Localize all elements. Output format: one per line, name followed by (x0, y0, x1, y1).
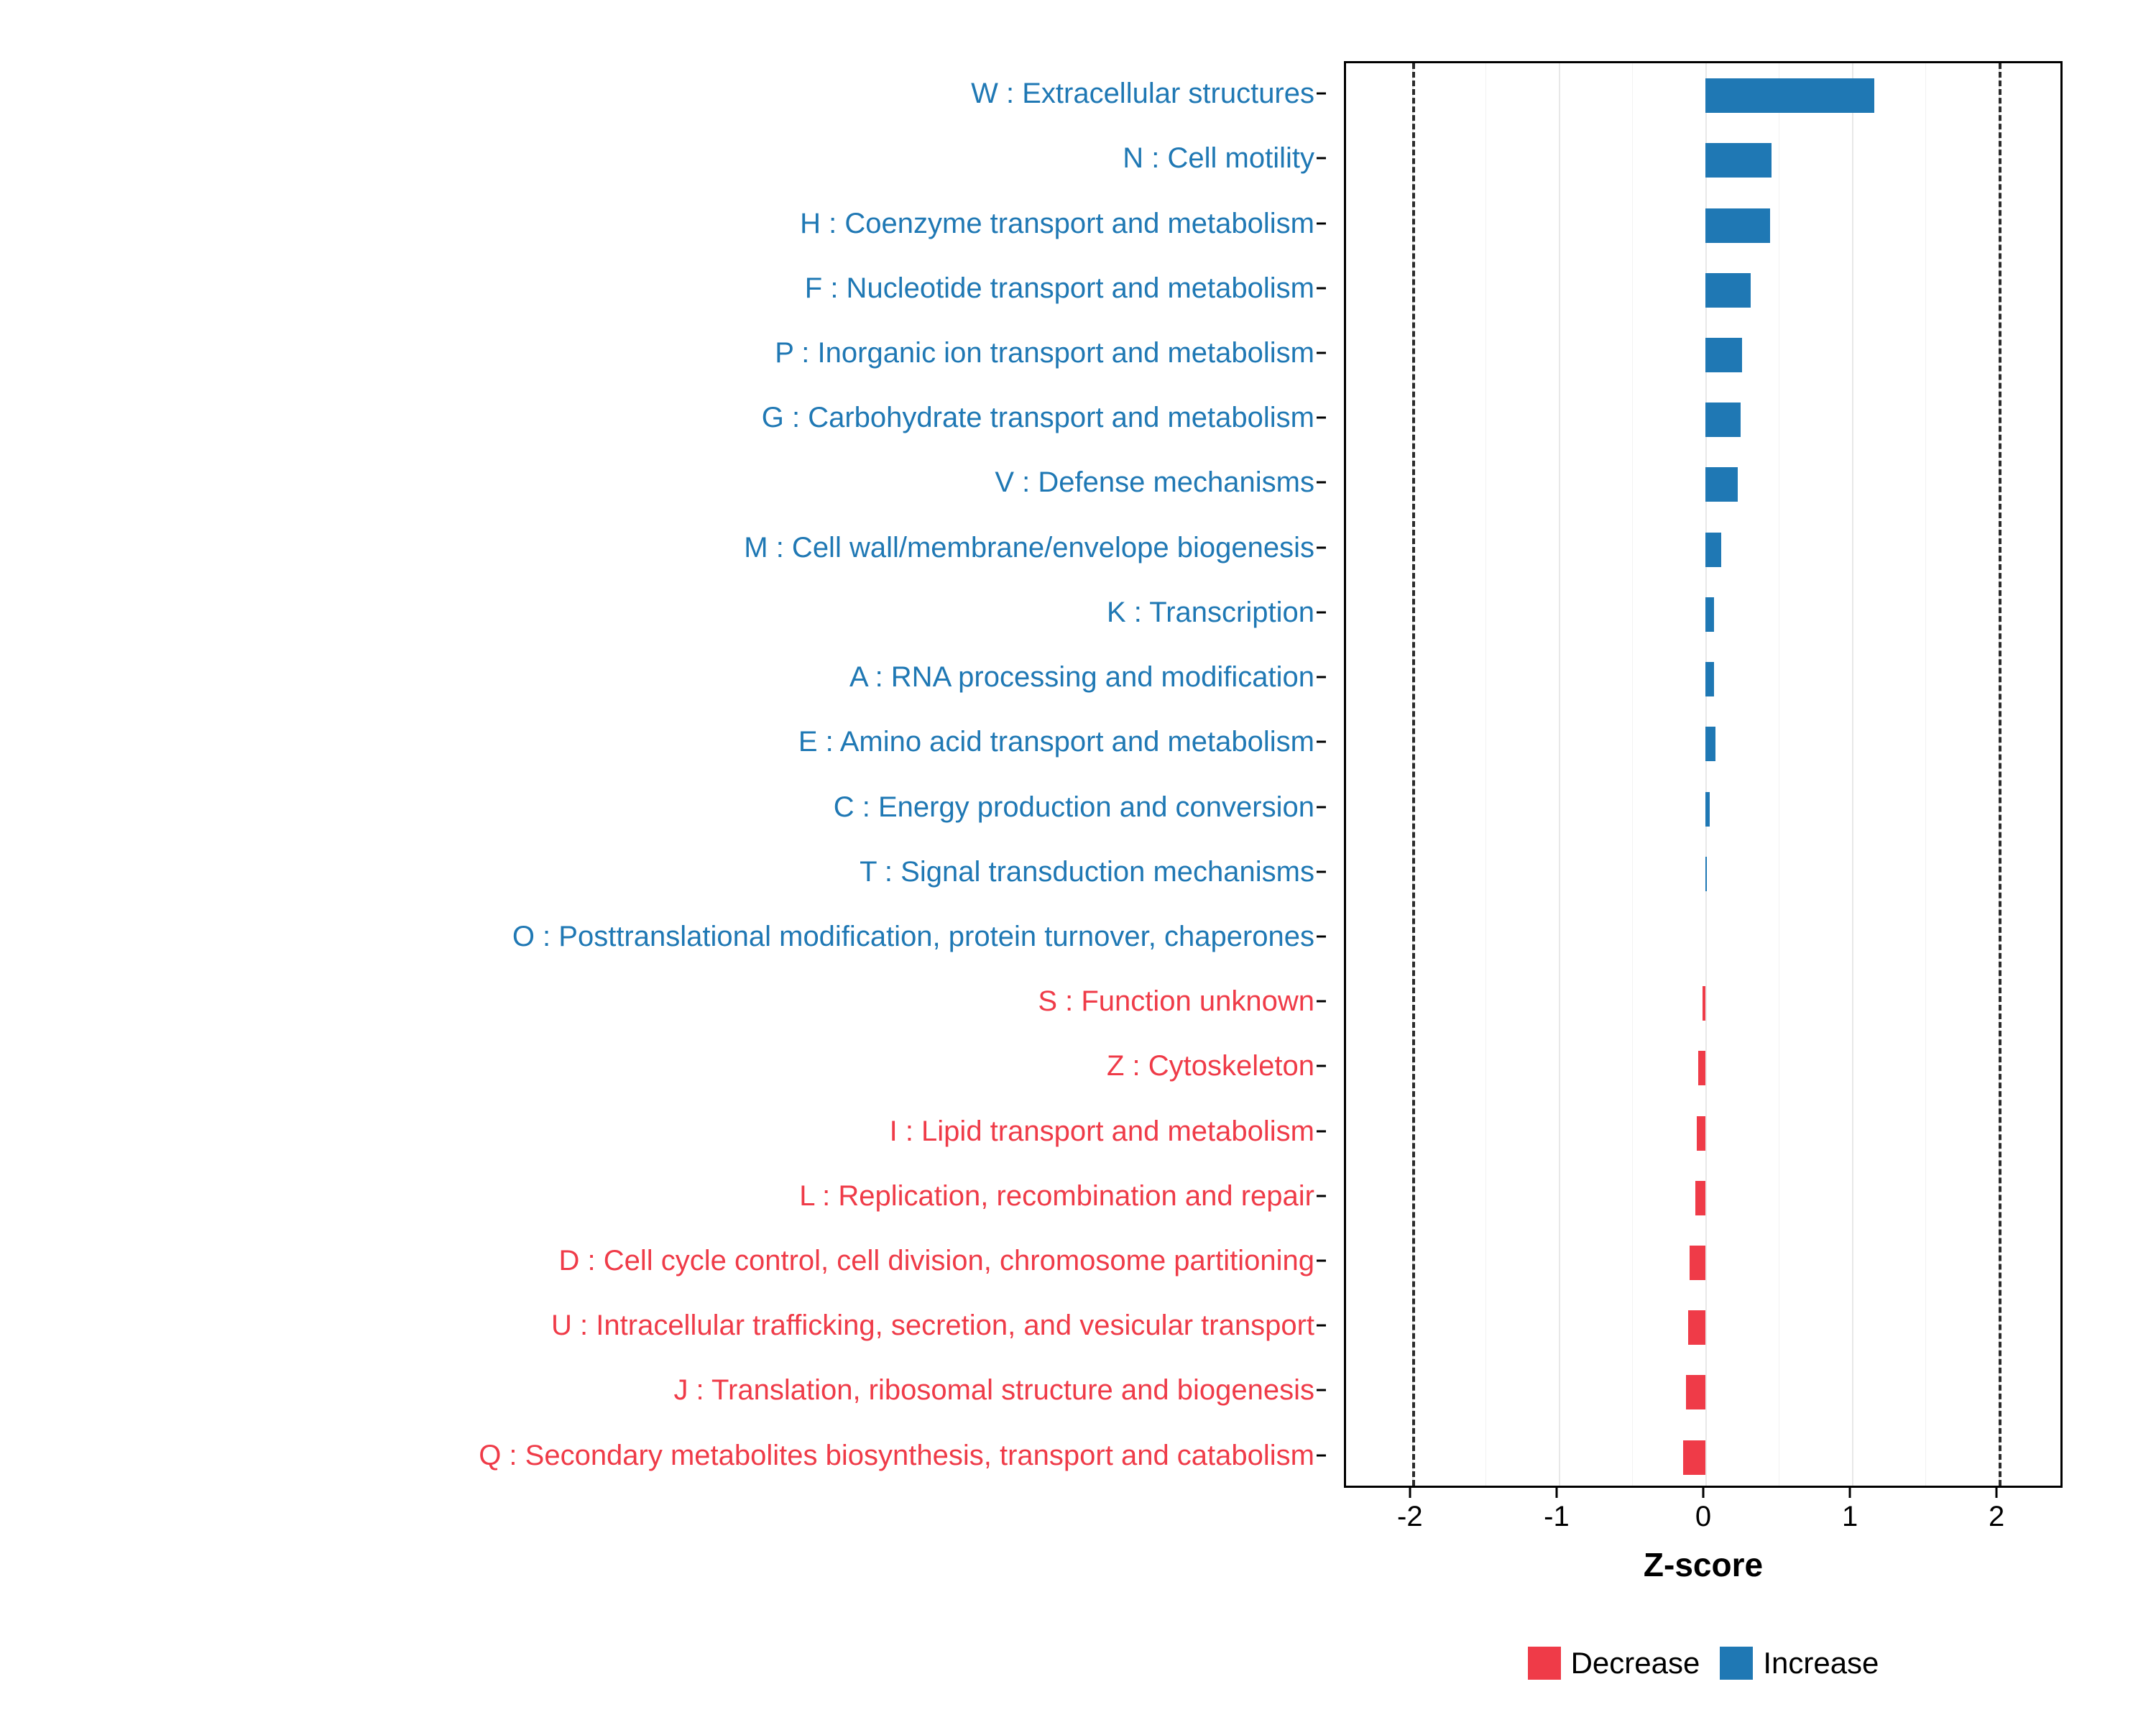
x-axis-tick (1849, 1488, 1851, 1498)
x-axis-tick (1409, 1488, 1411, 1498)
y-axis-label: L : Replication, recombination and repair (799, 1179, 1314, 1212)
bar (1705, 727, 1715, 761)
y-axis-tick (1317, 222, 1326, 224)
bar (1695, 1181, 1705, 1215)
y-axis-label-row (0, 774, 1326, 839)
x-axis-title: Z-score (1643, 1546, 1764, 1583)
bar-row (1346, 906, 2060, 971)
bar-row (1346, 971, 2060, 1036)
y-axis-label: I : Lipid transport and metabolism (889, 1115, 1314, 1147)
y-axis-label: N : Cell motility (1123, 142, 1314, 175)
y-axis-label-row (0, 1293, 1326, 1358)
bar-row (1346, 712, 2060, 776)
y-axis-tick (1317, 157, 1326, 160)
plot-area (1344, 61, 2063, 1488)
x-axis-tick-label: -1 (1544, 1501, 1570, 1532)
y-axis-label-row (0, 321, 1326, 385)
y-axis-tick (1317, 611, 1326, 613)
bar-row (1346, 63, 2060, 128)
legend-item-decrease (1528, 1646, 1700, 1680)
bar-row (1346, 582, 2060, 647)
y-axis-tick (1317, 1260, 1326, 1262)
y-axis-tick (1317, 1325, 1326, 1327)
x-axis-tick-label: 2 (1989, 1501, 2005, 1532)
bar-row (1346, 1101, 2060, 1166)
y-axis-label: K : Transcription (1106, 596, 1314, 628)
y-axis-label: F : Nucleotide transport and metabolism (804, 272, 1314, 304)
y-axis-label: M : Cell wall/membrane/envelope biogenesis (744, 531, 1314, 564)
y-axis-label: J : Translation, ribosomal structure and biogenesis (673, 1374, 1314, 1407)
x-axis-tick-label: -2 (1397, 1501, 1423, 1532)
y-axis-label-row (0, 1034, 1326, 1098)
bar-row (1346, 128, 2060, 193)
y-axis-label: S : Function unknown (1038, 985, 1314, 1018)
y-axis-tick (1317, 482, 1326, 484)
legend-item-increase (1720, 1646, 1879, 1680)
y-axis-label-row (0, 385, 1326, 450)
y-axis-label-row (0, 1228, 1326, 1293)
y-axis-label: P : Inorganic ion transport and metabolism (775, 336, 1314, 369)
bar (1698, 1051, 1705, 1085)
y-axis-label-row (0, 904, 1326, 969)
y-axis-label: A : RNA processing and modification (849, 661, 1314, 694)
bar (1686, 1375, 1705, 1409)
x-axis-tick (1555, 1488, 1557, 1498)
bar-row (1346, 193, 2060, 257)
y-axis-label: H : Coenzyme transport and metabolism (800, 207, 1314, 239)
bar (1705, 143, 1772, 178)
y-axis-tick (1317, 417, 1326, 419)
x-axis-tick-label: 1 (1841, 1501, 1858, 1532)
y-axis-label-row (0, 840, 1326, 904)
y-axis-label: O : Posttranslational modification, protein turnover, chaperones (512, 920, 1314, 952)
y-axis-tick (1317, 935, 1326, 937)
bar (1705, 78, 1874, 113)
bar (1705, 467, 1738, 502)
bar-row (1346, 1360, 2060, 1425)
y-axis-label-row (0, 126, 1326, 190)
y-axis-tick (1317, 1195, 1326, 1197)
y-axis-tick (1317, 1130, 1326, 1132)
bar (1683, 1440, 1705, 1475)
y-axis-label: U : Intracellular trafficking, secretion, and vesicular transport (551, 1310, 1314, 1342)
y-axis-label: W : Extracellular structures (971, 78, 1314, 110)
y-axis-tick (1317, 287, 1326, 289)
y-axis-tick (1317, 546, 1326, 548)
bar (1705, 402, 1741, 437)
legend-swatch-decrease (1528, 1647, 1561, 1680)
y-axis-label: C : Energy production and conversion (833, 791, 1314, 823)
y-axis-label: Q : Secondary metabolites biosynthesis, transport and catabolism (479, 1439, 1314, 1471)
bar (1688, 1310, 1705, 1345)
bar-row (1346, 323, 2060, 387)
bar (1705, 208, 1770, 243)
bar-row (1346, 387, 2060, 452)
y-axis-label: G : Carbohydrate transport and metabolism (761, 402, 1314, 434)
y-axis-label-row (0, 256, 1326, 321)
y-axis-label: V : Defense mechanisms (995, 466, 1314, 499)
bar (1705, 792, 1710, 827)
y-axis-label-row (0, 190, 1326, 255)
bar (1705, 857, 1707, 891)
bar-row (1346, 1166, 2060, 1230)
y-axis-tick (1317, 1065, 1326, 1067)
x-axis-tick (1996, 1488, 1998, 1498)
legend-label-increase: Increase (1763, 1646, 1879, 1680)
y-axis-tick (1317, 1000, 1326, 1003)
bar (1705, 338, 1742, 372)
bar-row (1346, 1425, 2060, 1490)
y-axis-tick (1317, 676, 1326, 678)
y-axis-label-row (0, 709, 1326, 774)
legend (1344, 1646, 2063, 1680)
bar-series (1346, 63, 2060, 1486)
x-axis (1344, 1488, 2063, 1538)
bar (1690, 1246, 1705, 1280)
y-axis-tick (1317, 870, 1326, 873)
y-axis-label: Z : Cytoskeleton (1106, 1050, 1314, 1082)
y-axis-category-labels (0, 61, 1326, 1488)
legend-label-decrease: Decrease (1570, 1646, 1700, 1680)
bar-row (1346, 776, 2060, 841)
y-axis-label: D : Cell cycle control, cell division, chromosome partitioning (558, 1245, 1314, 1277)
bar-row (1346, 842, 2060, 906)
y-axis-label: E : Amino acid transport and metabolism (798, 726, 1314, 758)
y-axis-tick (1317, 351, 1326, 354)
y-axis-label: T : Signal transduction mechanisms (860, 855, 1314, 888)
bar-row (1346, 647, 2060, 712)
y-axis-tick (1317, 1389, 1326, 1392)
bar-row (1346, 1295, 2060, 1360)
y-axis-label-row (0, 450, 1326, 515)
y-axis-label-row (0, 1164, 1326, 1228)
bar-row (1346, 258, 2060, 323)
y-axis-label-row (0, 515, 1326, 580)
y-axis-label-row (0, 645, 1326, 709)
bar (1703, 986, 1705, 1021)
y-axis-label-row (0, 61, 1326, 126)
bar-row (1346, 452, 2060, 517)
y-axis-tick (1317, 1454, 1326, 1456)
bar (1705, 597, 1714, 632)
legend-swatch-increase (1720, 1647, 1753, 1680)
x-axis-tick (1703, 1488, 1705, 1498)
bar (1697, 1116, 1705, 1151)
y-axis-label-row (0, 580, 1326, 645)
y-axis-tick (1317, 741, 1326, 743)
y-axis-label-row (0, 1423, 1326, 1488)
bar (1705, 533, 1721, 567)
bar-row (1346, 1036, 2060, 1100)
y-axis-tick (1317, 93, 1326, 95)
y-axis-label-row (0, 1358, 1326, 1422)
bar-row (1346, 518, 2060, 582)
x-axis-tick-label: 0 (1695, 1501, 1712, 1532)
y-axis-label-row (0, 969, 1326, 1034)
bar (1705, 662, 1714, 696)
y-axis-label-row (0, 1099, 1326, 1164)
bar-row (1346, 1230, 2060, 1295)
y-axis-tick (1317, 806, 1326, 808)
bar (1705, 273, 1751, 308)
